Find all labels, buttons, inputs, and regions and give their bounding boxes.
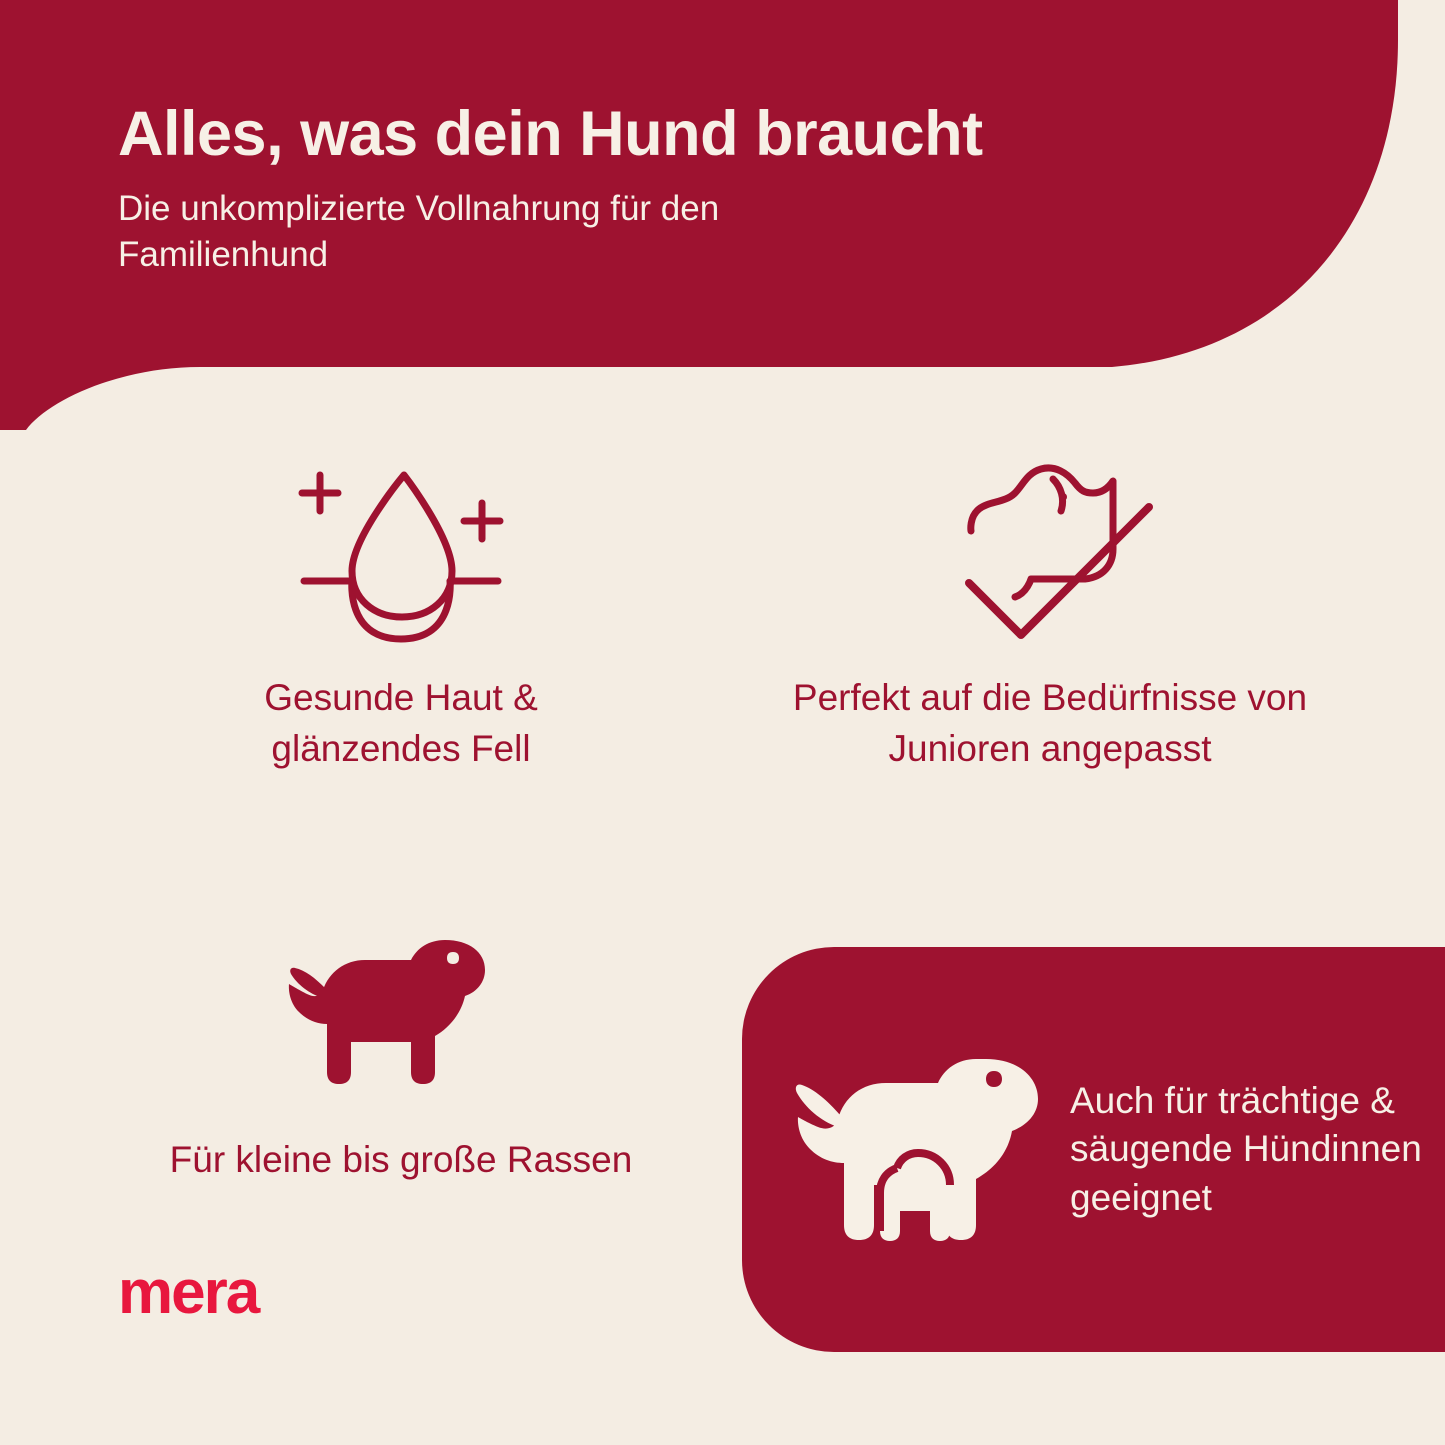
- brand-logo: mera: [118, 1258, 259, 1327]
- header-banner: [0, 0, 1445, 430]
- feature-caption: Perfekt auf die Bedürfnisse von Junioren angepasst: [792, 677, 1308, 770]
- page-title: Alles, was dein Hund braucht: [118, 99, 983, 169]
- skin-and-coat-drop-icon: [286, 453, 516, 653]
- feature-caption: Gesunde Haut & glänzendes Fell: [264, 677, 538, 770]
- feature-icon-wrap: [166, 448, 636, 658]
- feature-all-breeds: [166, 910, 636, 1185]
- feature-icon-wrap: [790, 448, 1310, 658]
- banner-text-block: [118, 100, 1218, 278]
- highlight-text: Auch für trächtige & säugende Hündinnen geeignet: [1070, 1080, 1422, 1218]
- dog-with-puppy-icon: [790, 1035, 1050, 1265]
- feature-icon-wrap: [166, 910, 636, 1120]
- dog-head-checkmark-icon: [935, 453, 1165, 653]
- feature-caption: Für kleine bis große Rassen: [169, 1139, 633, 1180]
- highlight-card: [742, 947, 1445, 1352]
- highlight-icon-wrap: [742, 1035, 1070, 1265]
- dog-silhouette-icon: [281, 920, 521, 1110]
- feature-skin-and-coat: [166, 448, 636, 774]
- page-subtitle: Die unkomplizierte Vollnahrung für den Familienhund: [118, 189, 720, 275]
- feature-junior-adapted: [790, 448, 1310, 774]
